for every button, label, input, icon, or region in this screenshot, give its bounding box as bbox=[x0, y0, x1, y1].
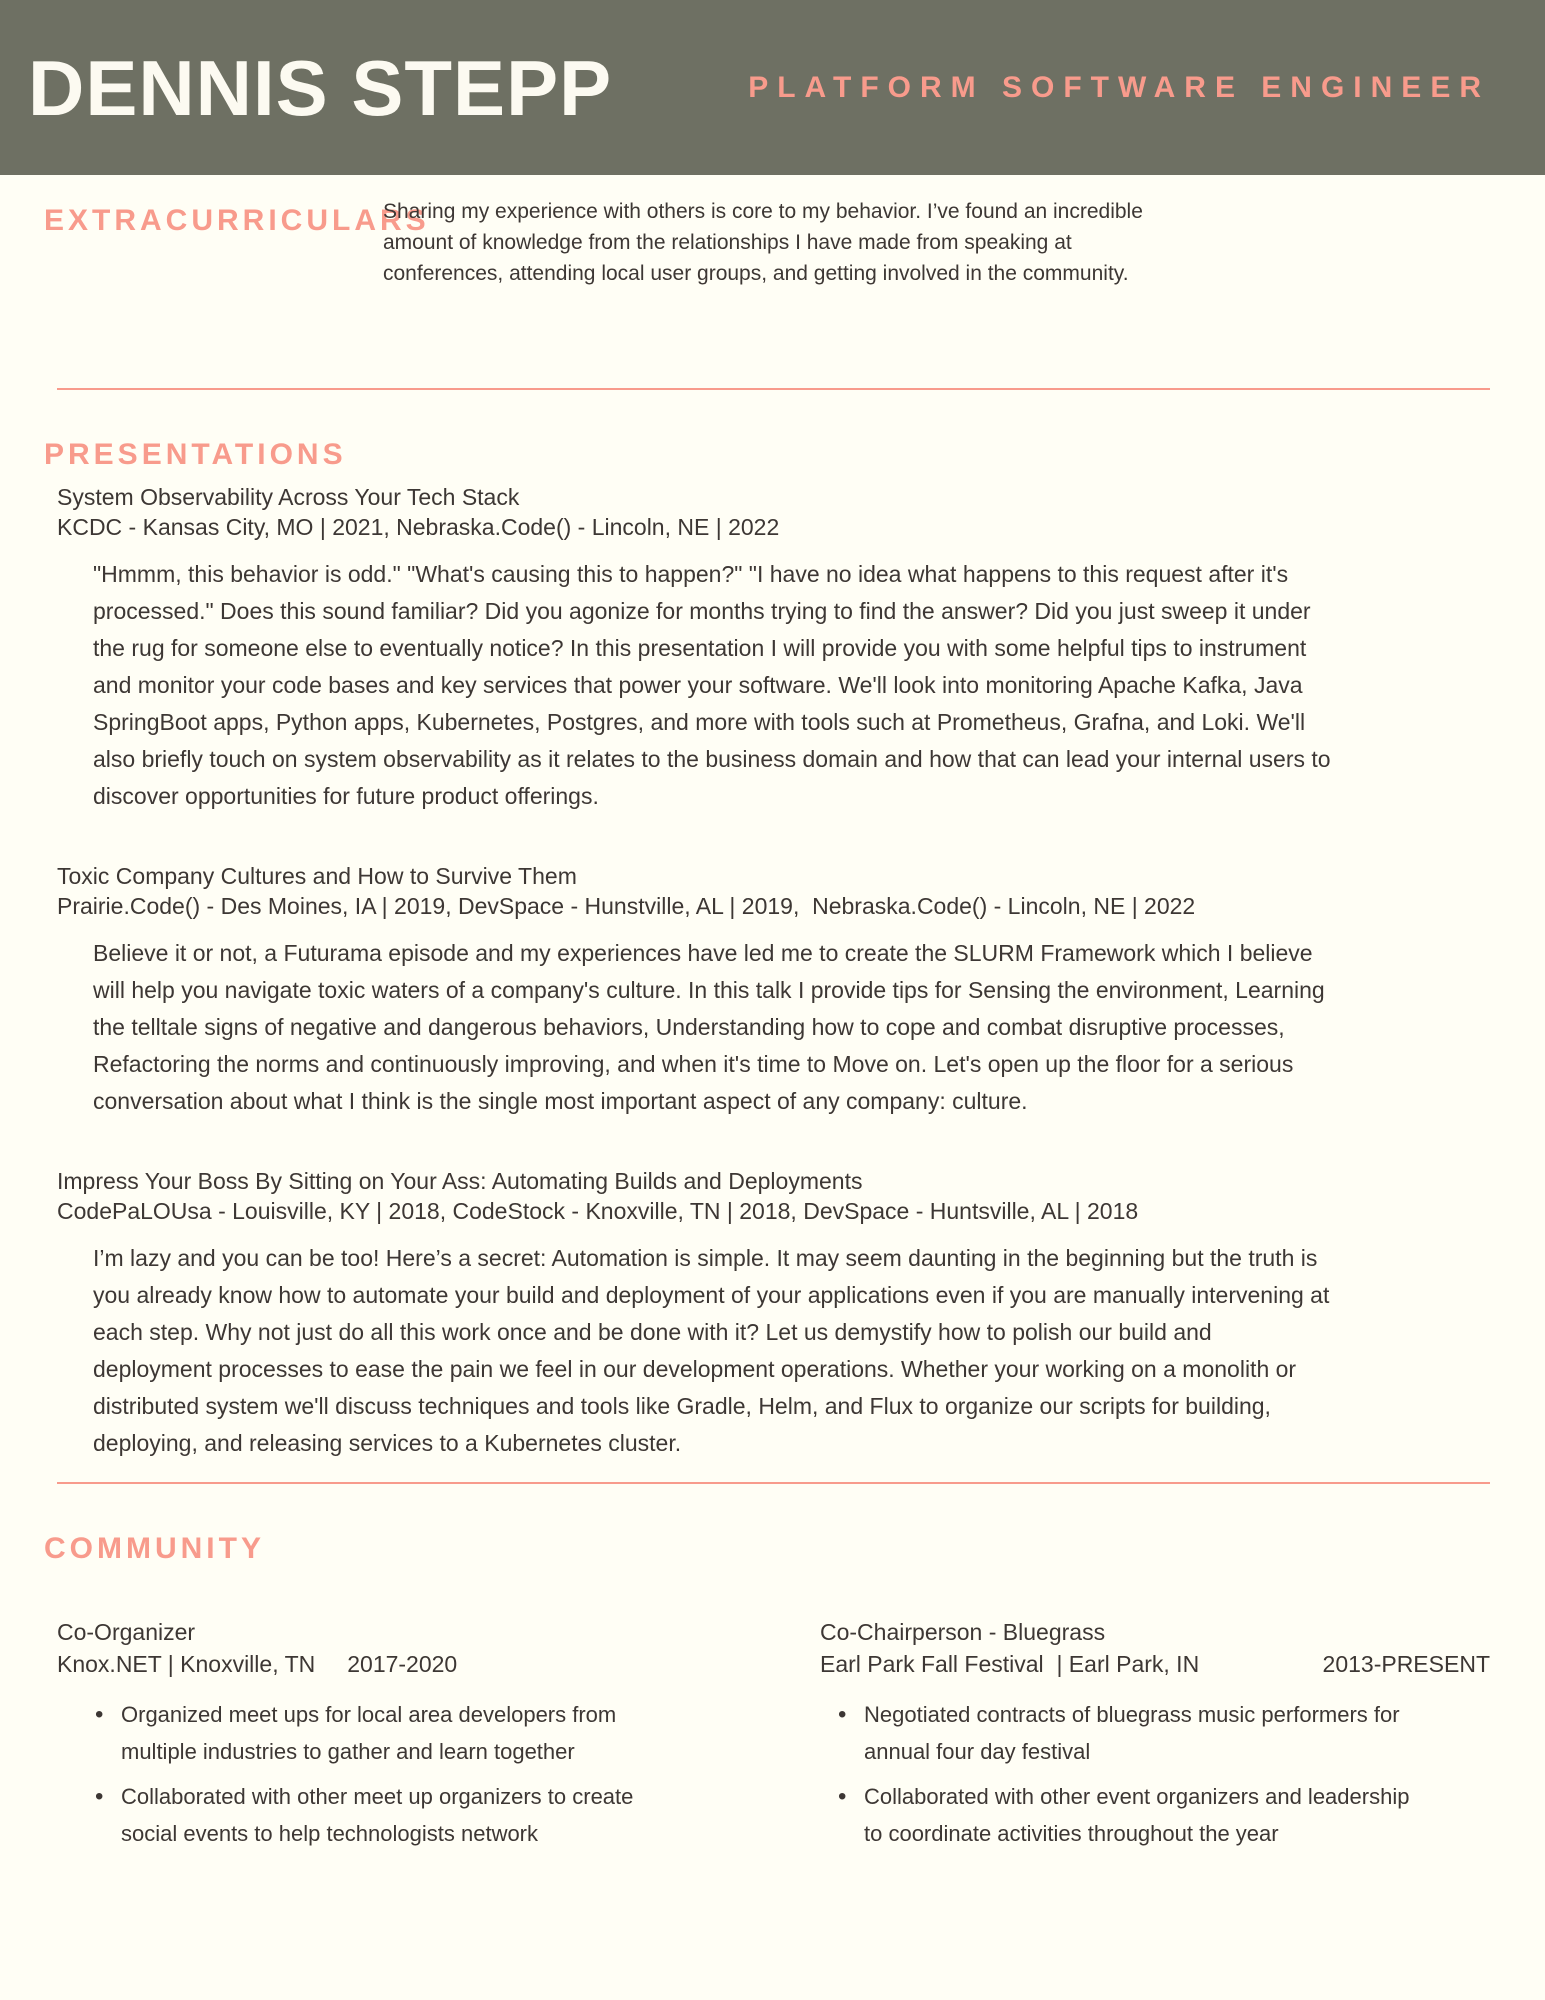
bullet-item: • Collaborated with other meet up organizers to create social events to help technologists network bbox=[57, 1778, 666, 1852]
presentation-entry bbox=[57, 1166, 1490, 1462]
role-bullet-list bbox=[57, 1696, 763, 1852]
community-role-co-organizer bbox=[57, 1616, 763, 1852]
bullet-item: • Organized meet ups for local area developers from multiple industries to gather and learn together bbox=[57, 1696, 666, 1770]
presentation-entry bbox=[57, 482, 1490, 815]
role-organization: Earl Park Fall Festival | Earl Park, IN bbox=[820, 1651, 1200, 1677]
role-title: Co-Chairperson - Bluegrass bbox=[820, 1619, 1106, 1645]
presentation-venues: CodePaLOUsa - Louisville, KY | 2018, CodeStock - Knoxville, TN | 2018, DevSpace - Huntsville, AL | 2018 bbox=[57, 1198, 1139, 1224]
role-organization: Knox.NET | Knoxville, TN bbox=[57, 1651, 316, 1677]
extracurriculars-description: Sharing my experience with others is core to my behavior. I’ve found an incredible amount of knowledge from the relationships I have made from speaking at conferences, attending local user groups, and getting involved in the community. bbox=[383, 200, 1143, 285]
section-community bbox=[44, 1530, 1490, 1852]
presentation-venues: KCDC - Kansas City, MO | 2021, Nebraska.Code() - Lincoln, NE | 2022 bbox=[57, 514, 780, 540]
presentation-description: "Hmmm, this behavior is odd." "What's causing this to happen?" "I have no idea what happens to this request after it's processed." Does this sound familiar? Did you agonize for months trying to find the answer? Did you just sweep it under the rug for someone else to eventually notice? In this presentation I will provide you with some helpful tips to instrument and monitor your code bases and key services that power your software. We'll look into monitoring Apache Kafka, Java SpringBoot apps, Python apps, Kubernetes, Postgres, and more with tools such at Prometheus, Grafna, and Loki. We'll also briefly touch on system observability as it relates to the business domain and how that can lead your internal users to discover opportunities for future product offerings. bbox=[93, 561, 1331, 809]
section-presentations bbox=[44, 436, 1490, 1462]
role-title: Co-Organizer bbox=[57, 1619, 196, 1645]
section-divider bbox=[57, 1482, 1490, 1484]
presentations-heading: PRESENTATIONS bbox=[44, 438, 347, 471]
role-dates: 2017-2020 bbox=[347, 1651, 458, 1677]
presentation-description: I’m lazy and you can be too! Here’s a secret: Automation is simple. It may seem daunting in the beginning but the truth is you already know how to automate your build and deployment of your applications even if you are manually intervening at each step. Why not just do all this work once and be done with it? Let us demystify how to polish our build and deployment processes to ease the pain we feel in our development operations. Whether your working on a monolith or distributed system we'll discuss techniques and tools like Gradle, Helm, and Flux to organize our scripts for building, deploying, and releasing services to a Kubernetes cluster. bbox=[93, 1245, 1330, 1456]
presentation-title: Impress Your Boss By Sitting on Your Ass: Automating Builds and Deployments bbox=[57, 1168, 863, 1194]
presentation-title: System Observability Across Your Tech Stack bbox=[57, 484, 520, 510]
job-title: PLATFORM SOFTWARE ENGINEER bbox=[748, 70, 1490, 104]
community-heading: COMMUNITY bbox=[44, 1532, 265, 1565]
community-role-co-chairperson bbox=[820, 1616, 1490, 1852]
extracurriculars-heading: EXTRACURRICULARS bbox=[44, 204, 430, 237]
bullet-item: • Collaborated with other event organizers and leadership to coordinate activities throughout the year bbox=[820, 1778, 1424, 1852]
header-banner bbox=[0, 0, 1545, 175]
presentation-description: Believe it or not, a Futurama episode and my experiences have led me to create the SLURM Framework which I believe will help you navigate toxic waters of a company's culture. In this talk I provide tips for Sensing the environment, Learning the telltale signs of negative and dangerous behaviors, Understanding how to cope and combat disruptive processes, Refactoring the norms and continuously improving, and when it's time to Move on. Let's open up the floor for a serious conversation about what I think is the single most important aspect of any company: culture. bbox=[93, 940, 1325, 1114]
role-dates: 2013-PRESENT bbox=[1322, 1651, 1490, 1677]
main-content bbox=[0, 175, 1545, 1852]
presentation-title: Toxic Company Cultures and How to Survive Them bbox=[57, 863, 577, 889]
role-org-line bbox=[57, 1648, 763, 1680]
bullet-item: • Negotiated contracts of bluegrass music performers for annual four day festival bbox=[820, 1696, 1424, 1770]
role-bullet-list bbox=[820, 1696, 1490, 1852]
role-org-line bbox=[820, 1648, 1490, 1680]
person-name: DENNIS STEPP bbox=[28, 43, 613, 132]
presentation-venues: Prairie.Code() - Des Moines, IA | 2019, DevSpace - Hunstville, AL | 2019, Nebraska.Code() - Lincoln, NE | 2022 bbox=[57, 893, 1196, 919]
community-columns bbox=[57, 1616, 1490, 1852]
presentation-entry bbox=[57, 861, 1490, 1120]
section-extracurriculars bbox=[44, 196, 1490, 289]
section-divider bbox=[57, 388, 1490, 390]
